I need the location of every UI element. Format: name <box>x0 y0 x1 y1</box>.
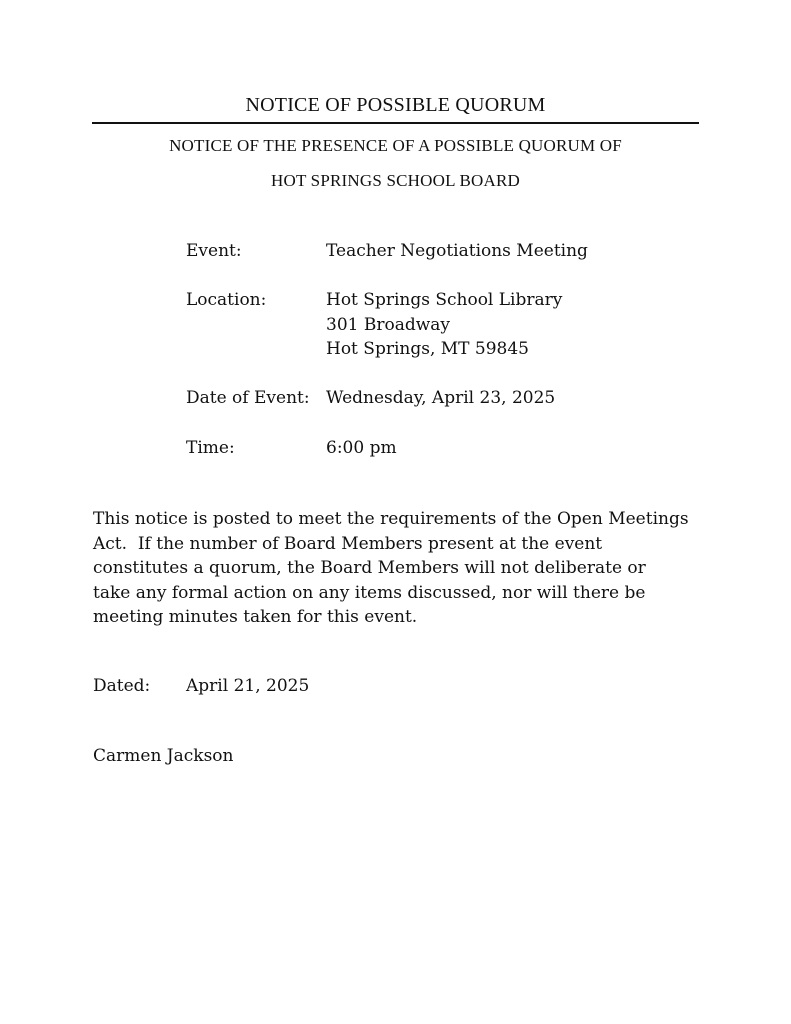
location-line-2: 301 Broadway <box>326 315 451 335</box>
body-line: This notice is posted to meet the requirements of the Open Meetings <box>93 509 689 529</box>
title-divider <box>92 122 699 124</box>
body-line: constitutes a quorum, the Board Members will not deliberate or <box>93 558 646 578</box>
location-line-1: Hot Springs School Library <box>326 290 563 310</box>
subtitle-line-2: HOT SPRINGS SCHOOL BOARD <box>271 171 520 190</box>
time-value: 6:00 pm <box>326 438 397 458</box>
dated-value: April 21, 2025 <box>186 676 310 696</box>
body-line: take any formal action on any items discussed, nor will there be <box>93 582 646 603</box>
body-line: Act. If the number of Board Members present at the event <box>93 533 603 554</box>
page-title: NOTICE OF POSSIBLE QUORUM <box>245 94 546 116</box>
event-label: Event: <box>186 241 242 261</box>
location-line-3: Hot Springs, MT 59845 <box>326 339 529 359</box>
time-label: Time: <box>186 438 235 458</box>
event-value: Teacher Negotiations Meeting <box>326 241 588 261</box>
date-value: Wednesday, April 23, 2025 <box>326 388 556 408</box>
location-label: Location: <box>186 290 267 310</box>
dated-label: Dated: <box>93 676 151 696</box>
notice-body-paragraph <box>93 507 705 630</box>
signer-name: Carmen Jackson <box>93 746 234 766</box>
subtitle-line-1: NOTICE OF THE PRESENCE OF A POSSIBLE QUORUM OF <box>169 136 622 155</box>
body-line: meeting minutes taken for this event. <box>93 607 418 627</box>
date-label: Date of Event: <box>186 388 310 408</box>
